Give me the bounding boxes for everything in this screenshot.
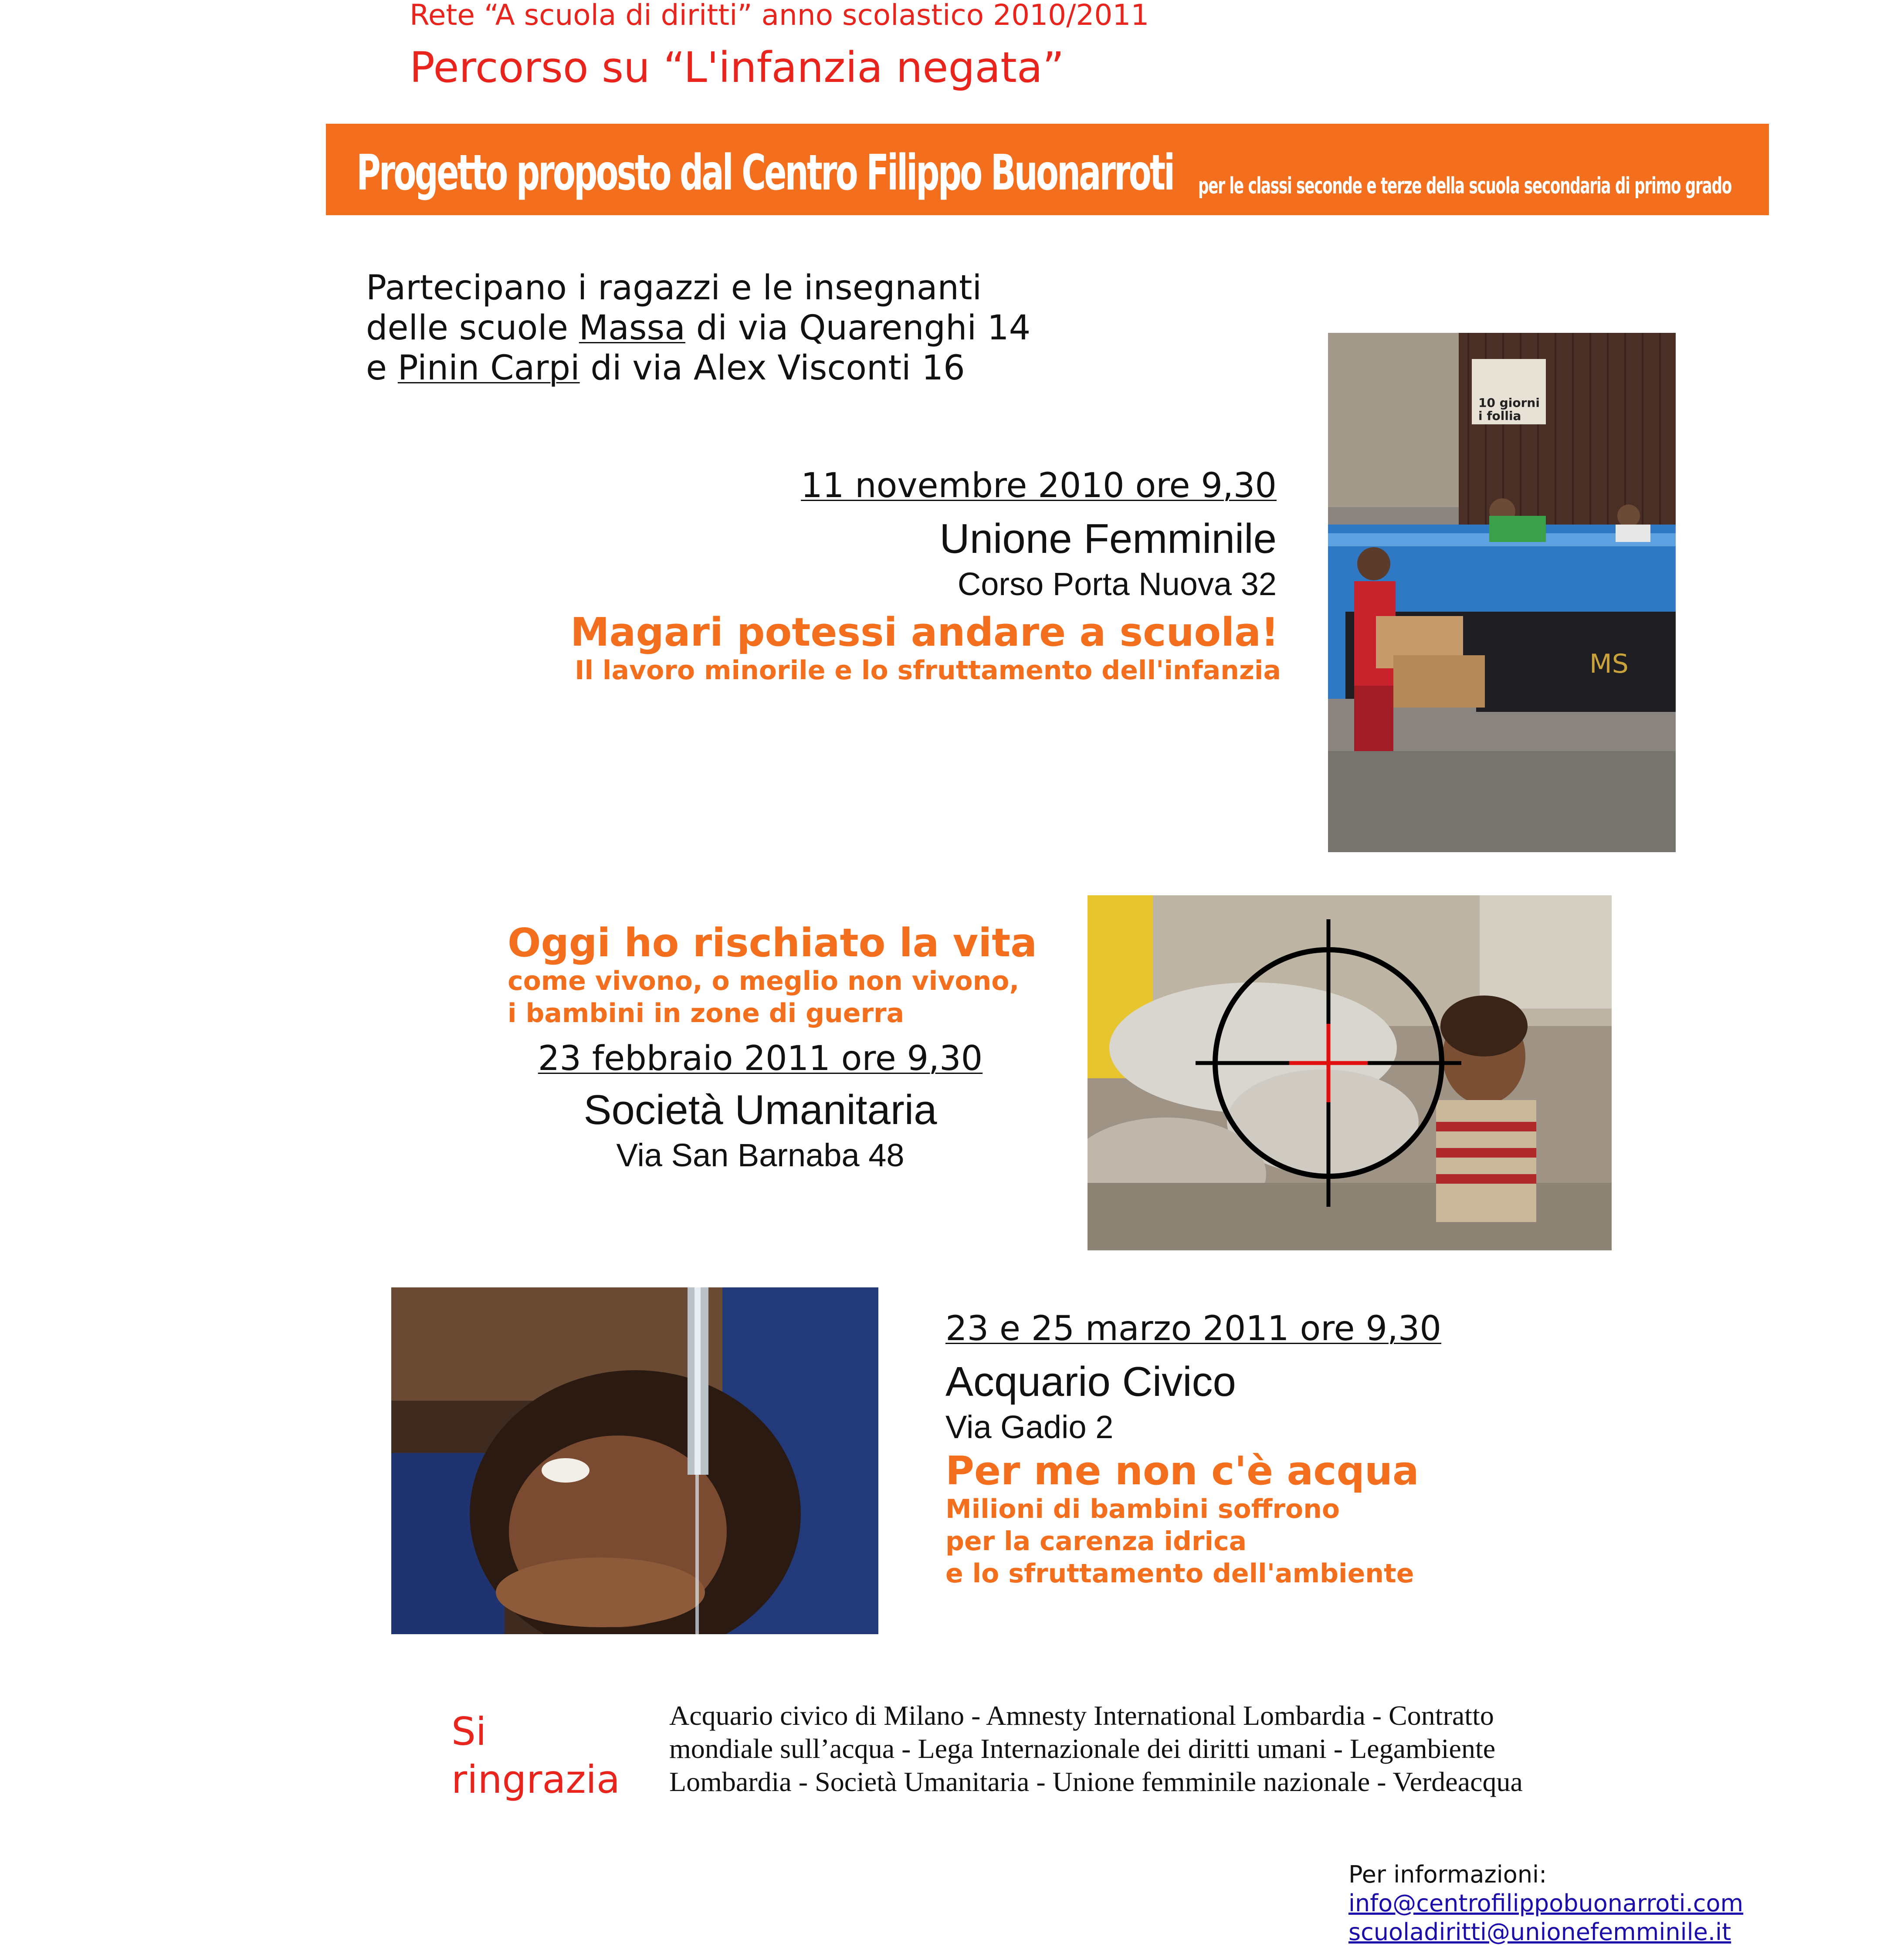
participants-text: e [366, 349, 398, 388]
event-3 [945, 1309, 1599, 1590]
photo-children-dumpster [1328, 333, 1676, 852]
info-label: Per informazioni: [1348, 1861, 1547, 1888]
header-course-title: Percorso su “L'infanzia negata” [410, 43, 1064, 92]
thanks-list [669, 1699, 1606, 1798]
event-2-title: Oggi ho rischiato la vita [508, 920, 1037, 966]
info-block [1348, 1860, 1743, 1947]
participants-text: di via Alex Visconti 16 [579, 349, 965, 388]
participants-line-3 [366, 348, 1030, 388]
photo-child-crosshair [1088, 895, 1612, 1250]
event-1 [501, 466, 1281, 687]
participants-block [366, 268, 1030, 388]
event-1-title: Magari potessi andare a scuola! [570, 609, 1279, 655]
school-pinin-carpi: Pinin Carpi [397, 349, 580, 388]
banner-sub-text: per le classi seconde e terze della scuola secondaria di primo grado [1198, 173, 1732, 199]
photo1-graffiti-text: MS [1589, 649, 1629, 679]
photo1-sign-text-1: 10 giorni [1478, 396, 1540, 410]
event-1-subtitle: Il lavoro minorile e lo sfruttamento dell'infanzia [575, 655, 1281, 686]
event-1-venue: Unione Femminile [939, 515, 1277, 562]
event-3-subtitle-line-3: e lo sfruttamento dell'ambiente [945, 1558, 1414, 1589]
event-2-details [453, 1039, 1067, 1175]
event-2-venue: Società Umanitaria [583, 1087, 937, 1133]
event-1-date: 11 novembre 2010 ore 9,30 [801, 466, 1277, 505]
photo-children-dumpster-image [1328, 333, 1676, 852]
event-2-subtitle-line-1: come vivono, o meglio non vivono, [508, 966, 1020, 996]
event-3-title: Per me non c'è acqua [945, 1448, 1419, 1494]
event-3-date: 23 e 25 marzo 2011 ore 9,30 [945, 1309, 1442, 1348]
thanks-label-line-1: Si [451, 1709, 487, 1754]
thanks-label-line-2: ringrazia [451, 1757, 620, 1802]
event-2-address: Via San Barnaba 48 [616, 1137, 905, 1173]
photo-child-drinking-water-image [391, 1287, 878, 1634]
event-3-venue: Acquario Civico [945, 1358, 1236, 1405]
participants-text: di via Quarenghi 14 [685, 308, 1031, 348]
photo-child-crosshair-image [1088, 895, 1612, 1250]
banner-main-text: Progetto proposto dal Centro Filippo Buonarroti [356, 145, 1174, 201]
event-3-subtitle-line-1: Milioni di bambini soffrono [945, 1494, 1340, 1524]
thanks-label [451, 1708, 620, 1804]
project-banner [326, 124, 1769, 215]
header-network-title: Rete “A scuola di diritti” anno scolastico 2010/2011 [410, 0, 1149, 32]
event-2-subtitle-line-2: i bambini in zone di guerra [508, 998, 905, 1029]
event-2-date: 23 febbraio 2011 ore 9,30 [538, 1039, 983, 1078]
school-massa: Massa [579, 308, 685, 348]
participants-text: delle scuole [366, 308, 579, 348]
photo-child-drinking-water [391, 1287, 878, 1634]
event-3-subtitle-line-2: per la carenza idrica [945, 1526, 1247, 1557]
thanks-line-3: Lombardia - Società Umanitaria - Unione femminile nazionale - Verdeacqua [669, 1766, 1523, 1797]
event-2 [453, 921, 1067, 1175]
email-link-info[interactable]: info@centrofilippobuonarroti.com [1348, 1889, 1744, 1917]
photo1-sign-text-2: i follia [1478, 409, 1521, 423]
thanks-line-2: mondiale sull’acqua - Lega Internazionale dei diritti umani - Legambiente [669, 1733, 1496, 1764]
email-link-scuoladiritti[interactable]: scuoladiritti@unionefemminile.it [1348, 1918, 1731, 1946]
thanks-line-1: Acquario civico di Milano - Amnesty International Lombardia - Contratto [669, 1700, 1494, 1731]
participants-line-2 [366, 308, 1030, 348]
event-3-address: Via Gadio 2 [945, 1409, 1114, 1445]
participants-line-1: Partecipano i ragazzi e le insegnanti [366, 268, 982, 308]
event-1-address: Corso Porta Nuova 32 [957, 566, 1277, 602]
